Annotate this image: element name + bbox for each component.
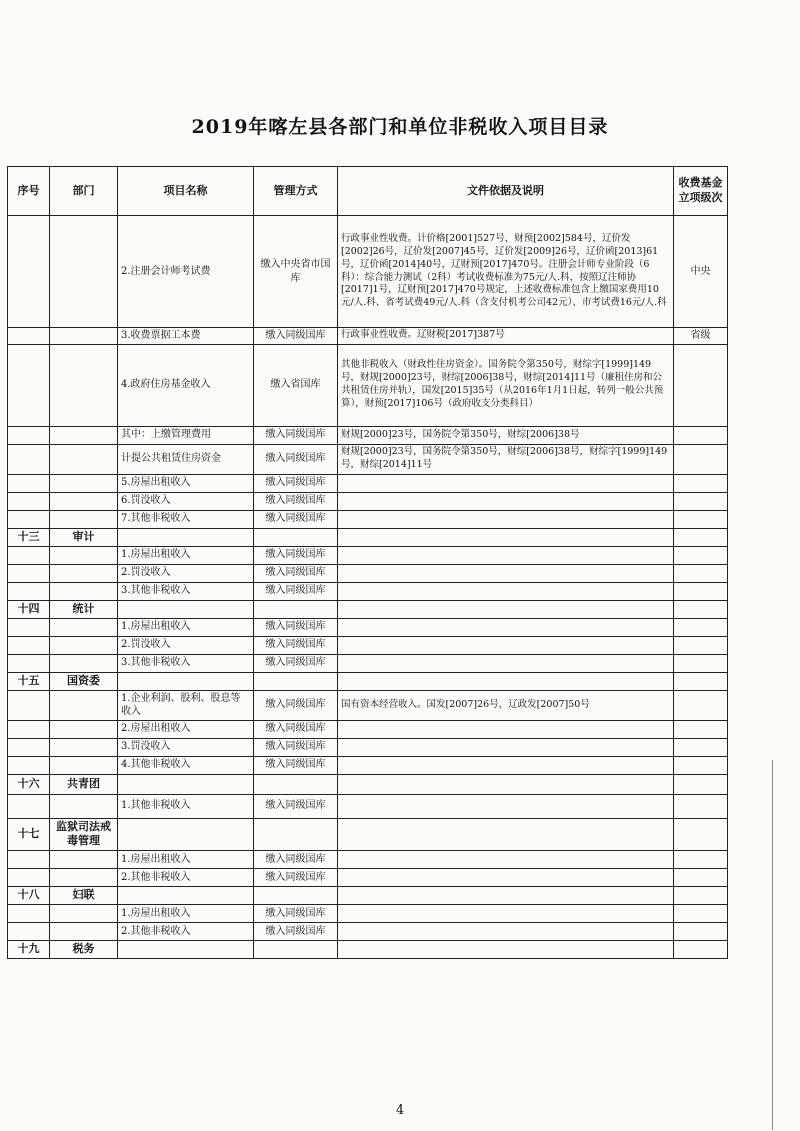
item-mgmt: 缴入同级国库 [254,582,338,600]
page-title: 2019年喀左县各部门和单位非税收入项目目录 [191,116,609,138]
section-row [8,672,728,690]
item-name: 4.政府住房基金收入 [118,344,254,426]
table-row [8,756,728,774]
item-mgmt: 缴入同级国库 [254,474,338,492]
item-doc: 国有资本经营收入。国发[2007]26号，辽政发[2007]50号 [338,690,674,720]
item-mgmt: 缴入同级国库 [254,564,338,582]
table-row [8,851,728,869]
table-row [8,216,728,328]
item-mgmt: 缴入同级国库 [254,654,338,672]
item-name: 4.其他非税收入 [118,756,254,774]
item-mgmt: 缴入同级国库 [254,923,338,941]
item-level: 省级 [674,328,728,345]
item-doc: 财规[2000]23号，国务院令第350号，财综[2006]38号，财综字[1999]149号，财综[2014]11号 [338,444,674,474]
section-number: 十九 [8,941,50,959]
table-row [8,344,728,426]
item-name: 1.房屋出租收入 [118,546,254,564]
item-name: 2.罚没收入 [118,636,254,654]
item-name: 1.房屋出租收入 [118,851,254,869]
item-name: 计提公共租赁住房资金 [118,444,254,474]
section-dept: 审计 [50,528,118,546]
table-row [8,444,728,474]
item-doc: 行政事业性收费。辽财税[2017]387号 [338,328,674,345]
table-row [8,618,728,636]
table-row [8,474,728,492]
table-row [8,738,728,756]
section-dept: 妇联 [50,887,118,905]
section-number: 十六 [8,774,50,794]
item-name: 1.房屋出租收入 [118,905,254,923]
item-name: 1.其他非税收入 [118,794,254,818]
item-mgmt: 缴入同级国库 [254,546,338,564]
header-mgmt: 管理方式 [254,167,338,216]
item-mgmt: 缴入同级国库 [254,444,338,474]
item-mgmt: 缴入同级国库 [254,869,338,887]
section-row [8,528,728,546]
table-row [8,328,728,345]
table-row [8,923,728,941]
item-mgmt: 缴入同级国库 [254,738,338,756]
table-row [8,905,728,923]
table-row [8,869,728,887]
section-row [8,774,728,794]
item-name: 6.罚没收入 [118,492,254,510]
item-doc: 财规[2000]23号，国务院令第350号，财综[2006]38号 [338,426,674,444]
section-number: 十七 [8,818,50,851]
item-name: 2.其他非税收入 [118,869,254,887]
item-mgmt: 缴入同级国库 [254,328,338,345]
page-number: 4 [395,1103,405,1118]
table-row [8,690,728,720]
section-number: 十五 [8,672,50,690]
item-level: 中央 [674,216,728,328]
section-number: 十八 [8,887,50,905]
item-name: 1.企业利润、股利、股息等收入 [118,690,254,720]
item-name: 2.罚没收入 [118,564,254,582]
section-number: 十四 [8,600,50,618]
table-row [8,636,728,654]
item-doc: 其他非税收入（财政性住房资金）。国务院令第350号，财综字[1999]149号，财规[2000]23号，财综[2006]38号，财综[2014]11号（廉租住房和公共租赁住房并轨），国发[2015]35号（从2016年1月1日起，转列一般公共预算），财预[2017]106号（政府收支分类科目） [338,344,674,426]
item-mgmt: 缴入同级国库 [254,851,338,869]
item-mgmt: 缴入同级国库 [254,618,338,636]
header-num: 序号 [8,167,50,216]
item-mgmt: 缴入省国库 [254,344,338,426]
item-name: 2.其他非税收入 [118,923,254,941]
section-dept: 共青团 [50,774,118,794]
table-row [8,492,728,510]
header-doc: 文件依据及说明 [338,167,674,216]
item-mgmt: 缴入同级国库 [254,636,338,654]
item-mgmt: 缴入中央省市国库 [254,216,338,328]
item-mgmt: 缴入同级国库 [254,720,338,738]
section-dept: 统计 [50,600,118,618]
table-row [8,510,728,528]
table-row [8,564,728,582]
table-row [8,794,728,818]
scan-edge-line [772,760,773,1130]
header-level: 收费基金立项级次 [674,167,728,216]
item-mgmt: 缴入同级国库 [254,510,338,528]
table-row [8,720,728,738]
item-mgmt: 缴入同级国库 [254,794,338,818]
table-row [8,582,728,600]
item-mgmt: 缴入同级国库 [254,492,338,510]
table-header-row [8,167,728,216]
item-mgmt: 缴入同级国库 [254,426,338,444]
item-name: 5.房屋出租收入 [118,474,254,492]
item-doc: 行政事业性收费。计价格[2001]527号，财预[2002]584号，辽价发[2002]26号，辽价发[2007]45号，辽价发[2009]26号，辽价函[2013]61号，辽价函[2014]40号，辽财预[2017]470号。注册会计师专业阶段（6科）：综合能力测试（2科）考试收费标准为75元/人.科，按照辽注师协[2017]1号，辽财预[2017]470号规定，上述收费标准包含上缴国家费用10元/人.科、省考试费49元/人.科（含支付机考公司42元）、市考试费16元/人.科 [338,216,674,328]
item-name: 其中：上缴管理费用 [118,426,254,444]
section-row [8,818,728,851]
item-name: 7.其他非税收入 [118,510,254,528]
item-name: 3.罚没收入 [118,738,254,756]
table-row [8,426,728,444]
item-name: 3.其他非税收入 [118,582,254,600]
item-mgmt: 缴入同级国库 [254,756,338,774]
item-name: 3.其他非税收入 [118,654,254,672]
header-dept: 部门 [50,167,118,216]
section-dept: 税务 [50,941,118,959]
section-dept: 国资委 [50,672,118,690]
table-row [8,654,728,672]
item-mgmt: 缴入同级国库 [254,905,338,923]
section-row [8,600,728,618]
section-number: 十三 [8,528,50,546]
table-row [8,546,728,564]
section-dept: 监狱司法戒毒管理 [50,818,118,851]
section-row [8,887,728,905]
item-name: 3.收费票据工本费 [118,328,254,345]
section-row [8,941,728,959]
item-name: 2.注册会计师考试费 [118,216,254,328]
item-name: 2.房屋出租收入 [118,720,254,738]
header-name: 项目名称 [118,167,254,216]
item-mgmt: 缴入同级国库 [254,690,338,720]
item-name: 1.房屋出租收入 [118,618,254,636]
non-tax-revenue-table [7,166,728,959]
